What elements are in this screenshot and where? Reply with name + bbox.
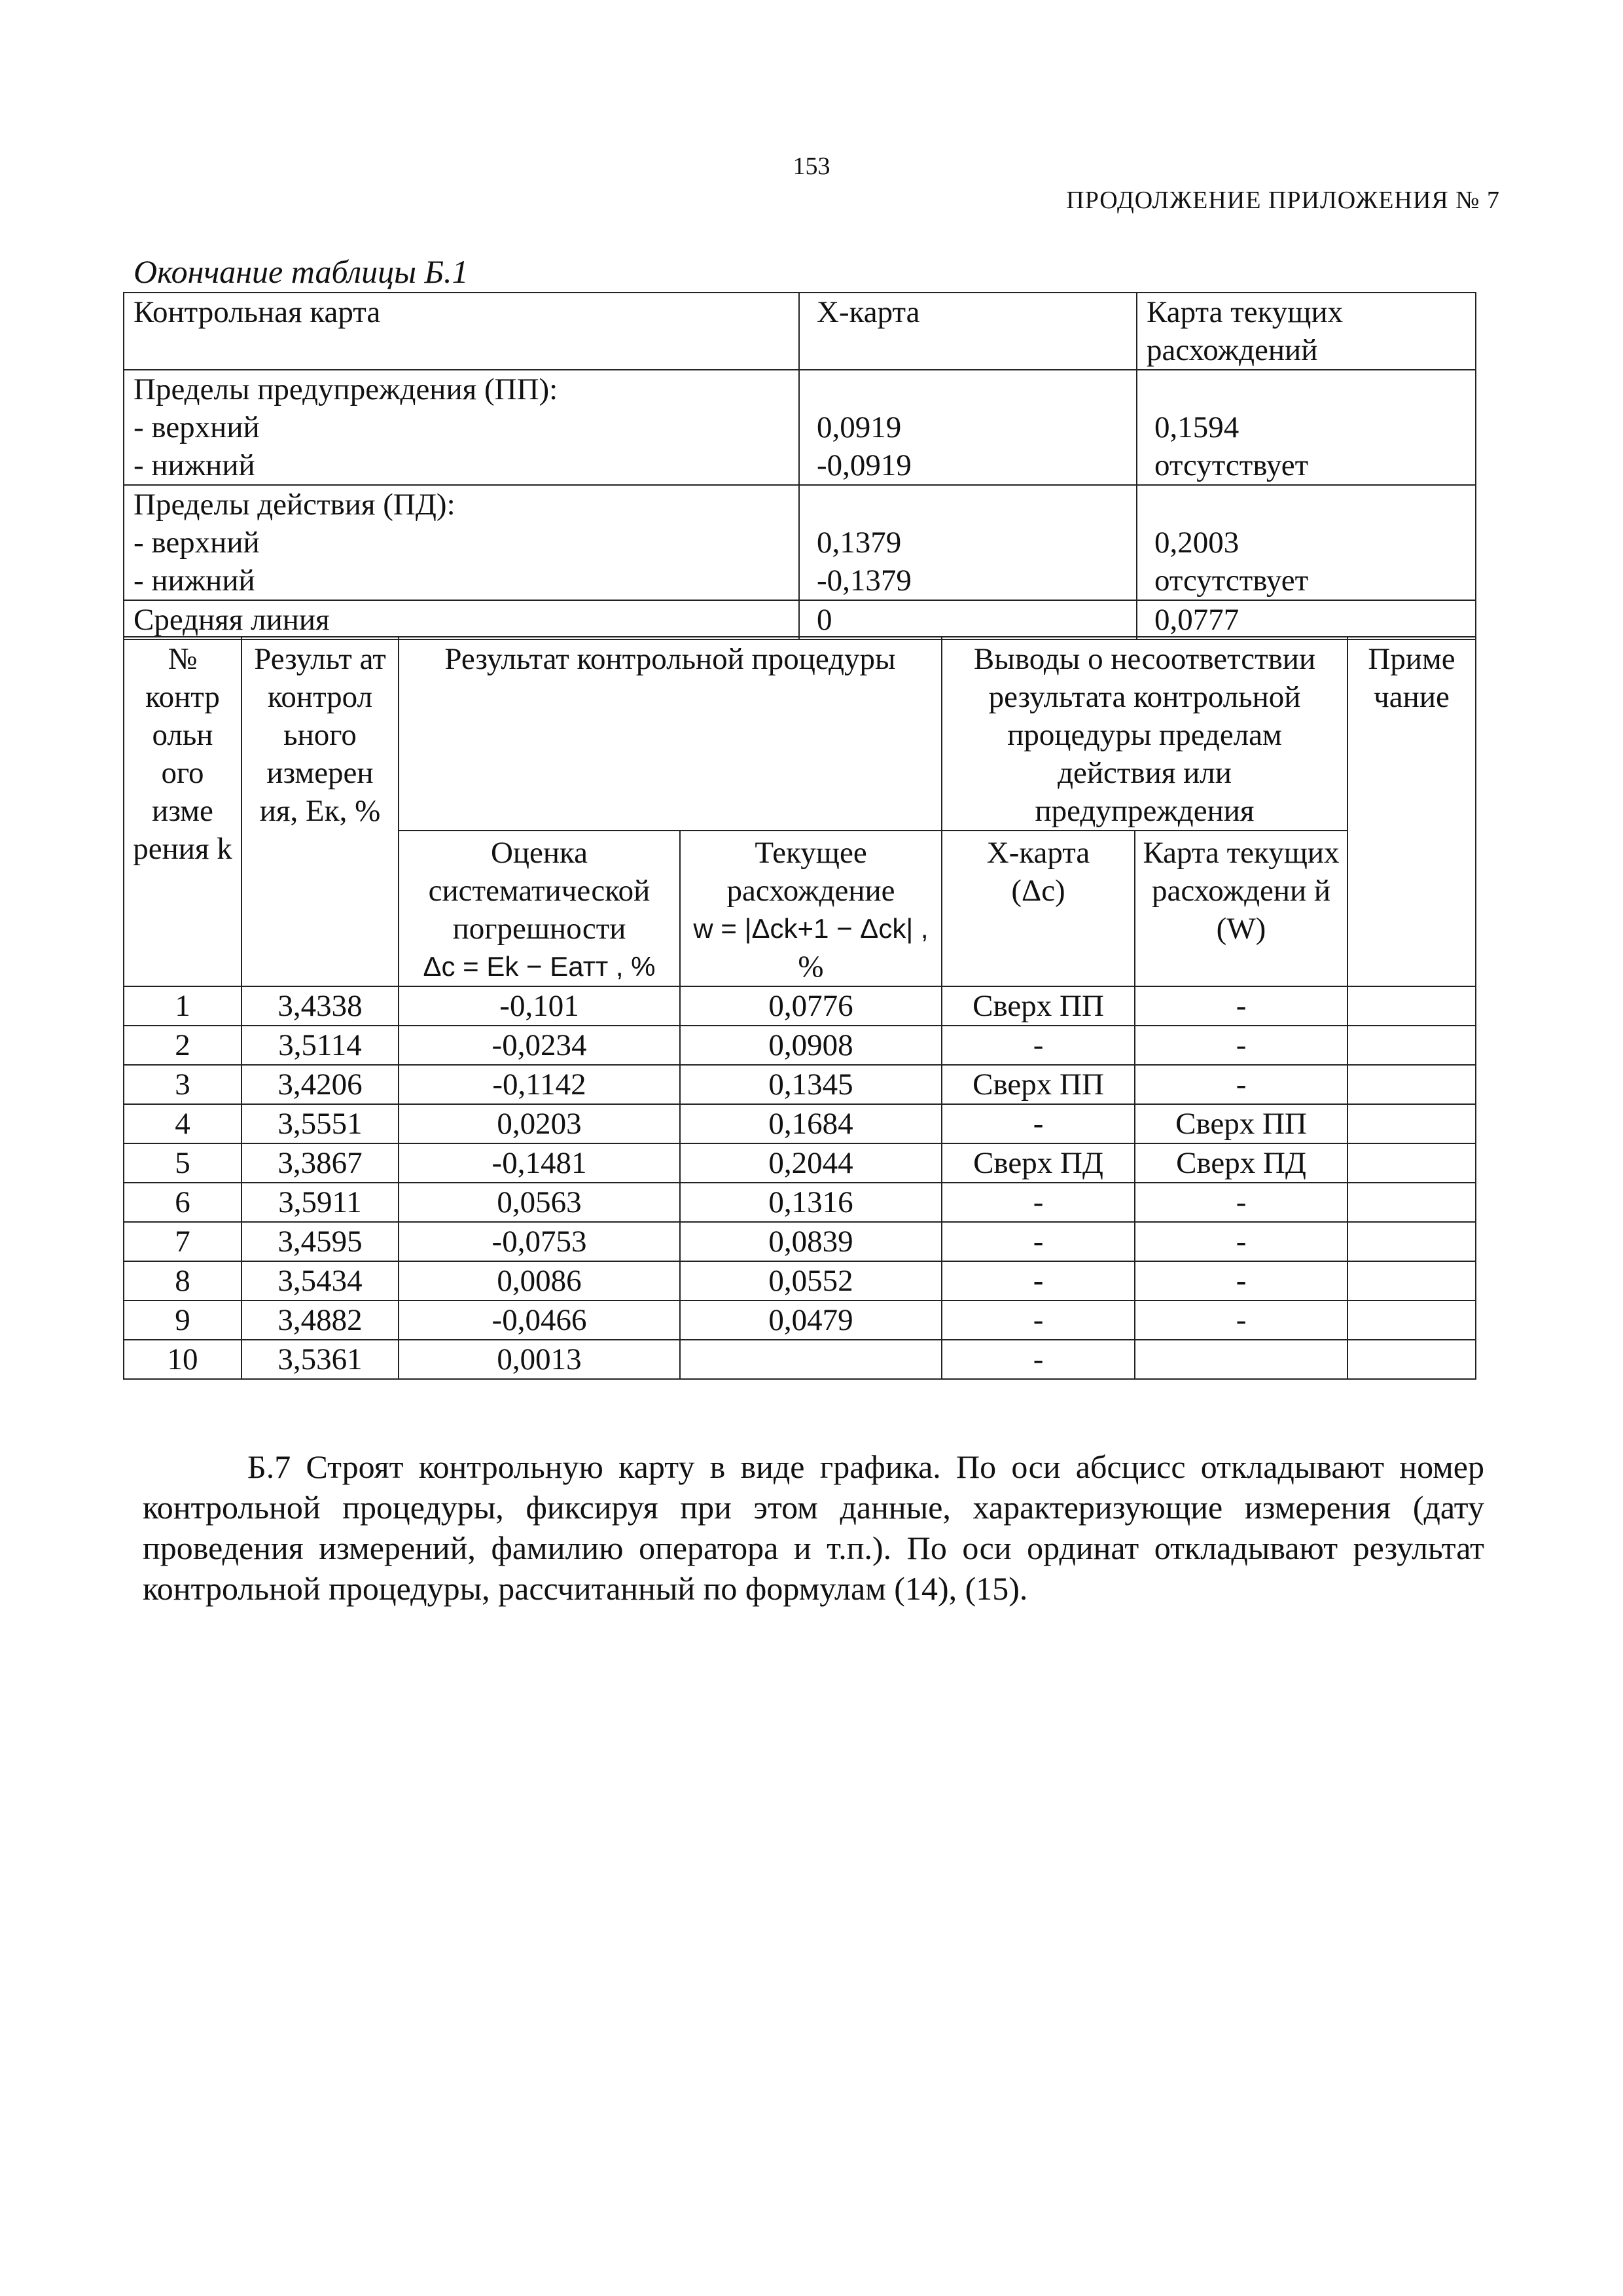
col-measurement-result-symbol: Eк, % xyxy=(306,794,381,828)
warning-r-values xyxy=(1137,370,1476,485)
table-row xyxy=(124,1143,1476,1183)
center-line-label: Средняя линия xyxy=(124,600,799,639)
cell-k: 4 xyxy=(124,1104,241,1143)
cell-systematic-error: -0,0466 xyxy=(399,1300,680,1340)
cell-note xyxy=(1347,1104,1476,1143)
cell-k: 6 xyxy=(124,1183,241,1222)
cell-note xyxy=(1347,1183,1476,1222)
cell-discrepancy: 0,0552 xyxy=(680,1261,942,1300)
cell-discrepancy: 0,0776 xyxy=(680,986,942,1026)
table-row xyxy=(124,1065,1476,1104)
warning-lower-label: - нижний xyxy=(134,448,255,482)
cell-note xyxy=(1347,986,1476,1026)
cell-discrepancy xyxy=(680,1340,942,1379)
cell-x-conclusion: Сверх ПП xyxy=(942,986,1135,1026)
action-lower-label: - нижний xyxy=(134,564,255,598)
table-row xyxy=(124,1183,1476,1222)
results-header-row-1 xyxy=(124,637,1476,831)
table-row xyxy=(124,1340,1476,1379)
cell-result: 3,4595 xyxy=(241,1222,399,1261)
cell-result: 3,5551 xyxy=(241,1104,399,1143)
cell-result: 3,5434 xyxy=(241,1261,399,1300)
cell-x-conclusion: Сверх ПД xyxy=(942,1143,1135,1183)
cell-discrepancy: 0,1684 xyxy=(680,1104,942,1143)
cell-r-conclusion: - xyxy=(1135,1183,1347,1222)
action-r-lower: отсутствует xyxy=(1154,564,1309,598)
cell-systematic-error: -0,0234 xyxy=(399,1026,680,1065)
cell-k: 1 xyxy=(124,986,241,1026)
col-systematic-error-label: Оценка систематической погрешности xyxy=(428,836,651,946)
summary-table xyxy=(123,292,1476,640)
systematic-error-formula: Δc = Ek − Eатт , % xyxy=(423,951,656,982)
action-x-lower: -0,1379 xyxy=(817,564,912,598)
results-table xyxy=(123,636,1476,1380)
center-line-r: 0,0777 xyxy=(1137,600,1476,639)
current-discrepancy-unit: % xyxy=(798,950,824,984)
cell-discrepancy: 0,1345 xyxy=(680,1065,942,1104)
warning-limits-label: Пределы предупреждения (ПП): xyxy=(134,372,558,406)
cell-discrepancy: 0,2044 xyxy=(680,1143,942,1183)
cell-r-conclusion xyxy=(1135,1340,1347,1379)
cell-note xyxy=(1347,1143,1476,1183)
results-body xyxy=(124,986,1476,1379)
cell-discrepancy: 0,0908 xyxy=(680,1026,942,1065)
action-x-values xyxy=(799,485,1137,600)
col-x-chart-conclusion xyxy=(942,831,1135,986)
cell-x-conclusion: - xyxy=(942,1104,1135,1143)
cell-result: 3,5361 xyxy=(241,1340,399,1379)
action-x-upper: 0,1379 xyxy=(817,526,902,560)
cell-result: 3,4338 xyxy=(241,986,399,1026)
col-systematic-error xyxy=(399,831,680,986)
cell-r-conclusion: - xyxy=(1135,1261,1347,1300)
table-row xyxy=(124,1261,1476,1300)
col-measurement-number xyxy=(124,637,241,986)
col-r-chart-symbol: (W) xyxy=(1216,912,1266,946)
col-measurement-result xyxy=(241,637,399,986)
cell-discrepancy: 0,0479 xyxy=(680,1300,942,1340)
action-r-upper: 0,2003 xyxy=(1154,526,1240,560)
col-current-discrepancy xyxy=(680,831,942,986)
warning-x-values xyxy=(799,370,1137,485)
cell-x-conclusion: - xyxy=(942,1222,1135,1261)
col-conclusions: Выводы о несоответствии результата контрольной процедуры пределам действия или предупреждения xyxy=(942,637,1347,831)
cell-r-conclusion: - xyxy=(1135,1300,1347,1340)
col-measurement-result-label: Результ ат контрол ьного измерен ия, xyxy=(254,642,386,828)
col-r-chart-conclusion xyxy=(1135,831,1347,986)
warning-r-lower: отсутствует xyxy=(1154,448,1309,482)
header-x-chart: Х-карта xyxy=(799,293,1137,370)
center-line-x: 0 xyxy=(799,600,1137,639)
cell-systematic-error: -0,1142 xyxy=(399,1065,680,1104)
col-note: Приме чание xyxy=(1347,637,1476,986)
cell-x-conclusion: Сверх ПП xyxy=(942,1065,1135,1104)
col-measurement-number-label: № контр ольн ого изме рения k xyxy=(133,642,232,866)
table-row xyxy=(124,1104,1476,1143)
action-limits-labels xyxy=(124,485,799,600)
center-line-row xyxy=(124,600,1476,639)
cell-note xyxy=(1347,1261,1476,1300)
table-caption: Окончание таблицы Б.1 xyxy=(134,253,469,290)
action-r-values xyxy=(1137,485,1476,600)
cell-k: 10 xyxy=(124,1340,241,1379)
cell-note xyxy=(1347,1222,1476,1261)
cell-k: 3 xyxy=(124,1065,241,1104)
cell-x-conclusion: - xyxy=(942,1026,1135,1065)
cell-k: 5 xyxy=(124,1143,241,1183)
header-r-chart: Карта текущих расхождений xyxy=(1137,293,1476,370)
table-row xyxy=(124,1222,1476,1261)
cell-discrepancy: 0,1316 xyxy=(680,1183,942,1222)
cell-systematic-error: 0,0563 xyxy=(399,1183,680,1222)
table-row xyxy=(124,1300,1476,1340)
table-row xyxy=(124,986,1476,1026)
cell-r-conclusion: - xyxy=(1135,986,1347,1026)
warning-limits-row xyxy=(124,370,1476,485)
cell-result: 3,5114 xyxy=(241,1026,399,1065)
cell-x-conclusion: - xyxy=(942,1300,1135,1340)
cell-x-conclusion: - xyxy=(942,1340,1135,1379)
cell-systematic-error: -0,1481 xyxy=(399,1143,680,1183)
cell-k: 7 xyxy=(124,1222,241,1261)
warning-x-lower: -0,0919 xyxy=(817,448,912,482)
cell-systematic-error: -0,0753 xyxy=(399,1222,680,1261)
cell-r-conclusion: - xyxy=(1135,1065,1347,1104)
cell-systematic-error: -0,101 xyxy=(399,986,680,1026)
table-row xyxy=(124,1026,1476,1065)
cell-k: 8 xyxy=(124,1261,241,1300)
page-number: 153 xyxy=(793,152,830,180)
appendix-title: ПРОДОЛЖЕНИЕ ПРИЛОЖЕНИЯ № 7 xyxy=(1066,187,1500,214)
section-b7-paragraph: Б.7 Строят контрольную карту в виде графика. По оси абсцисс откладывают номер контрольной процедуры, фиксируя при этом данные, характеризующие измерения (дату проведения измерений, фамилию оператора и т.п.). По оси ординат откладывают результат контрольной процедуры, рассчитанный по формулам (14), (15). xyxy=(143,1448,1484,1607)
warning-r-upper: 0,1594 xyxy=(1154,410,1240,444)
col-procedure-result: Результат контрольной процедуры xyxy=(399,637,942,831)
cell-result: 3,5911 xyxy=(241,1183,399,1222)
cell-x-conclusion: - xyxy=(942,1183,1135,1222)
cell-note xyxy=(1347,1065,1476,1104)
col-r-chart-label: Карта текущих расхождени й xyxy=(1143,836,1340,908)
summary-header-row xyxy=(124,293,1476,370)
warning-upper-label: - верхний xyxy=(134,410,260,444)
cell-result: 3,3867 xyxy=(241,1143,399,1183)
cell-note xyxy=(1347,1300,1476,1340)
cell-result: 3,4206 xyxy=(241,1065,399,1104)
cell-note xyxy=(1347,1026,1476,1065)
current-discrepancy-formula: w = |Δck+1 − Δck| , xyxy=(693,913,929,944)
cell-discrepancy: 0,0839 xyxy=(680,1222,942,1261)
cell-systematic-error: 0,0203 xyxy=(399,1104,680,1143)
cell-r-conclusion: - xyxy=(1135,1222,1347,1261)
warning-limits-labels xyxy=(124,370,799,485)
cell-k: 9 xyxy=(124,1300,241,1340)
header-control-chart: Контрольная карта xyxy=(124,293,799,370)
cell-note xyxy=(1347,1340,1476,1379)
action-upper-label: - верхний xyxy=(134,526,260,560)
col-x-chart-symbol: (Δc) xyxy=(1011,874,1065,908)
col-x-chart-label: Х-карта xyxy=(986,836,1090,870)
cell-x-conclusion: - xyxy=(942,1261,1135,1300)
cell-r-conclusion: Сверх ПП xyxy=(1135,1104,1347,1143)
cell-r-conclusion: Сверх ПД xyxy=(1135,1143,1347,1183)
cell-systematic-error: 0,0086 xyxy=(399,1261,680,1300)
warning-x-upper: 0,0919 xyxy=(817,410,902,444)
cell-k: 2 xyxy=(124,1026,241,1065)
action-limits-row xyxy=(124,485,1476,600)
col-current-discrepancy-label: Текущее расхождение xyxy=(726,836,895,908)
cell-r-conclusion: - xyxy=(1135,1026,1347,1065)
cell-result: 3,4882 xyxy=(241,1300,399,1340)
action-limits-label: Пределы действия (ПД): xyxy=(134,488,455,522)
cell-systematic-error: 0,0013 xyxy=(399,1340,680,1379)
